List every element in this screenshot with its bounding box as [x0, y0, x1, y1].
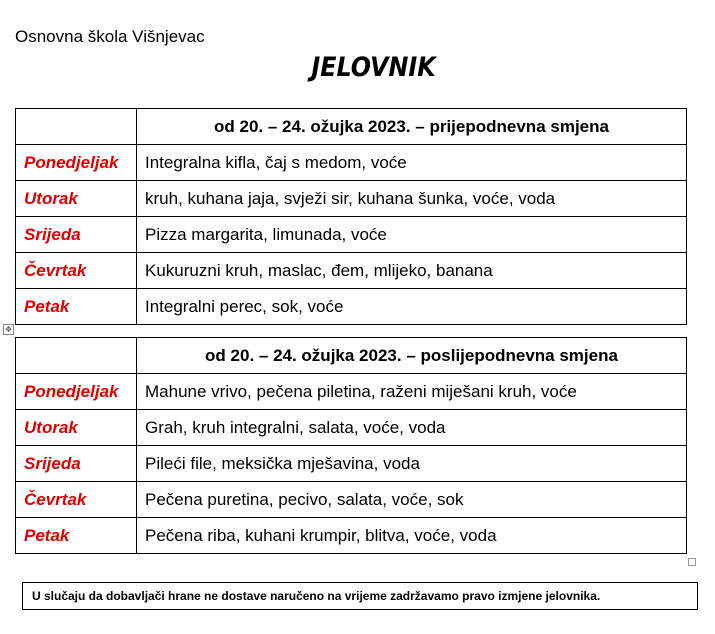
- day-label: Čevrtak: [16, 482, 137, 518]
- meal-text: kruh, kuhana jaja, svježi sir, kuhana šunka, voće, voda: [137, 181, 687, 217]
- meal-text: Mahune vrivo, pečena piletina, raženi miješani kruh, voće: [137, 374, 687, 410]
- day-label: Srijeda: [16, 446, 137, 482]
- table-row: [16, 181, 687, 217]
- meal-text: Pileći file, meksička mješavina, voda: [137, 446, 687, 482]
- table-row: [16, 482, 687, 518]
- table-header-row: [16, 109, 687, 145]
- meal-text: Integralni perec, sok, voće: [137, 289, 687, 325]
- table-row: [16, 410, 687, 446]
- morning-menu-table: [15, 108, 687, 325]
- table-move-handle-icon[interactable]: ✥: [3, 324, 14, 335]
- day-label: Petak: [16, 289, 137, 325]
- day-label: Ponedjeljak: [16, 145, 137, 181]
- afternoon-menu-table: [15, 337, 687, 554]
- table-row: [16, 374, 687, 410]
- school-name: Osnovna škola Višnjevac: [15, 27, 205, 46]
- table-row: [16, 253, 687, 289]
- day-label: Utorak: [16, 181, 137, 217]
- day-label: Ponedjeljak: [16, 374, 137, 410]
- table-header-row: [16, 338, 687, 374]
- meal-text: Pečena puretina, pecivo, salata, voće, sok: [137, 482, 687, 518]
- day-label: Čevrtak: [16, 253, 137, 289]
- table-row: [16, 145, 687, 181]
- day-label: Srijeda: [16, 217, 137, 253]
- disclaimer-note: U slučaju da dobavljači hrane ne dostave naručeno na vrijeme zadržavamo pravo izmjene jelovnika.: [22, 582, 698, 610]
- morning-heading: od 20. – 24. ožujka 2023. – prijepodnevna smjena: [137, 109, 687, 145]
- header-empty-cell: [16, 109, 137, 145]
- afternoon-heading: od 20. – 24. ožujka 2023. – poslijepodnevna smjena: [137, 338, 687, 374]
- table-row: [16, 518, 687, 554]
- meal-text: Integralna kifla, čaj s medom, voće: [137, 145, 687, 181]
- day-label: Utorak: [16, 410, 137, 446]
- meal-text: Pečena riba, kuhani krumpir, blitva, voće, voda: [137, 518, 687, 554]
- table-row: [16, 446, 687, 482]
- meal-text: Grah, kruh integralni, salata, voće, voda: [137, 410, 687, 446]
- meal-text: Pizza margarita, limunada, voće: [137, 217, 687, 253]
- table-row: [16, 217, 687, 253]
- table-row: [16, 289, 687, 325]
- meal-text: Kukuruzni kruh, maslac, đem, mlijeko, banana: [137, 253, 687, 289]
- header-empty-cell: [16, 338, 137, 374]
- day-label: Petak: [16, 518, 137, 554]
- page-title: JELOVNIK: [311, 52, 436, 83]
- table-resize-handle[interactable]: [688, 558, 696, 566]
